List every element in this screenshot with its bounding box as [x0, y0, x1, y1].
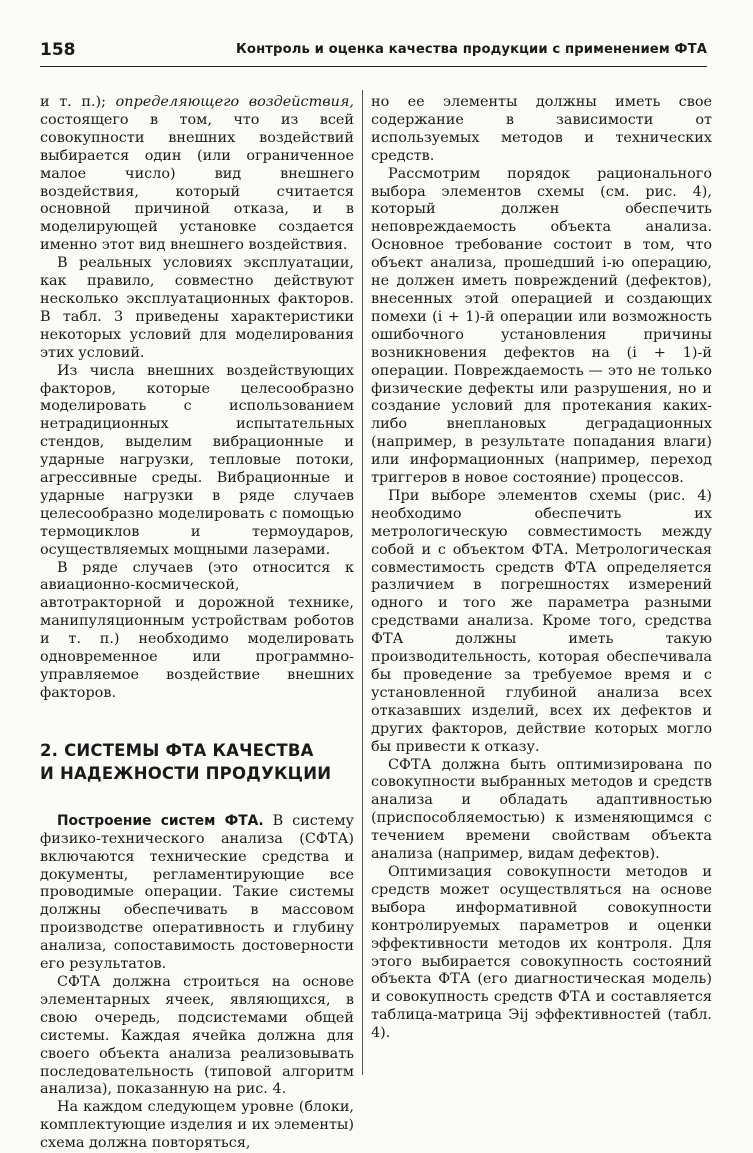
paragraph: СФТА должна быть оптимизирована по совокупности выбранных методов и средств анализа и обладать адаптивностью (приспособляемостью) к изменяющимся с течением времени свойствам объекта анализа (например, видам дефектов). [371, 756, 712, 863]
paragraph: При выборе элементов схемы (рис. 4) необходимо обеспечить их метрологическую совместимость между собой и с объектом ФТА. Метрологическая совместимость средств ФТА определяется различием в погрешностях измерений одного и того же параметра разными средствами анализа. Кроме того, средства ФТА должны иметь такую производительность, которая обеспечивала бы проведение за требуемое время и с установленной глубиной анализа всех отказавших изделий, всех их дефектов и других факторов, действие которых могло бы привести к отказу. [371, 487, 712, 755]
paragraph: и т. п.); определяющего воздействия, состоящего в том, что из всей совокупности внешних воздействий выбирается один (или ограниченное малое число) вид внешнего воздействия, который считается основной причиной отказа, и в моделирующей установке создается именно этот вид внешнего воздействия. [40, 94, 354, 254]
paragraph: СФТА должна строиться на основе элементарных ячеек, являющихся, в свою очередь, подсистемами общей системы. Каждая ячейка должна для своего объекта анализа реализовывать последовательность (типовой алгоритм анализа), показанную на рис. 4. [40, 973, 354, 1098]
paragraph: но ее элементы должны иметь свое содержание в зависимости от используемых методов и технических средств. [371, 94, 712, 164]
emphasis-text: определяющего воздействия, [115, 94, 354, 110]
page-header [40, 38, 707, 67]
column-divider [362, 90, 363, 1075]
paragraph: Рассмотрим порядок рационального выбора элементов схемы (см. рис. 4), который должен обеспечить неповреждаемость объекта анализа. Основное требование состоит в том, что объект анализа, прошедший i-ю операцию, не должен иметь повреждений (дефектов), внесенных этой операцией и создающих помехи (i + 1)-й операции или возможность ошибочного установления причины возникновения дефектов на (i + 1)-й операции. Повреждаемость — это не только физические дефекты или разрушения, но и создание условий для протекания каких-либо внеплановых деградационных (например, в результате попадания влаги) или информационных (например, переход триггеров в новое состояние) процессов. [371, 165, 712, 487]
page-number: 158 [40, 40, 76, 60]
paragraph: В ряде случаев (это относится к авиационно-космической, автотракторной и дорожной технике, манипуляционным устройствам роботов и т. п.) необходимо моделировать одновременное или программно-управляемое воздействие внешних факторов. [40, 559, 354, 701]
paragraph: Оптимизация совокупности методов и средств может осуществляться на основе выбора информативной совокупности контролируемых параметров и оценки эффективности методов их контроля. Для этого выбирается совокупность состояний объекта ФТА (его диагностическая модель) и совокупность средств ФТА и составляется таблица-матрица Эij эффективностей (табл. 4). [371, 863, 712, 1042]
section-heading: 2. СИСТЕМЫ ФТА КАЧЕСТВА И НАДЕЖНОСТИ ПРОДУКЦИИ [40, 740, 332, 783]
running-title: Контроль и оценка качества продукции с применением ФТА [236, 42, 707, 57]
paragraph: На каждом следующем уровне (блоки, комплектующие изделия и их элементы) схема должна повторяться, [40, 1099, 354, 1152]
paragraph: Построение систем ФТА. В систему физико-технического анализа (СФТА) включаются технические средства и документы, регламентирующие все проводимые операции. Такие системы должны обеспечивать в массовом производстве оперативность и глубину анализа, сопоставимость достоверности его результатов. [40, 812, 355, 973]
subsection-lead: Построение систем ФТА. [57, 812, 264, 829]
paragraph: Из числа внешних воздействующих факторов, которые целесообразно моделировать с использованием нетрадиционных испытательных стендов, выделим вибрационные и ударные нагрузки, тепловые потоки, агрессивные среды. Вибрационные и ударные нагрузки в ряде случаев целесообразно моделировать с помощью термоциклов и термоударов, осуществляемых мощными лазерами. [40, 362, 354, 558]
right-column [371, 94, 712, 1043]
paragraph: В реальных условиях эксплуатации, как правило, совместно действуют несколько эксплуатационных факторов. В табл. 3 приведены характеристики некоторых условий для моделирования этих условий. [40, 255, 354, 361]
left-column [40, 94, 354, 1153]
